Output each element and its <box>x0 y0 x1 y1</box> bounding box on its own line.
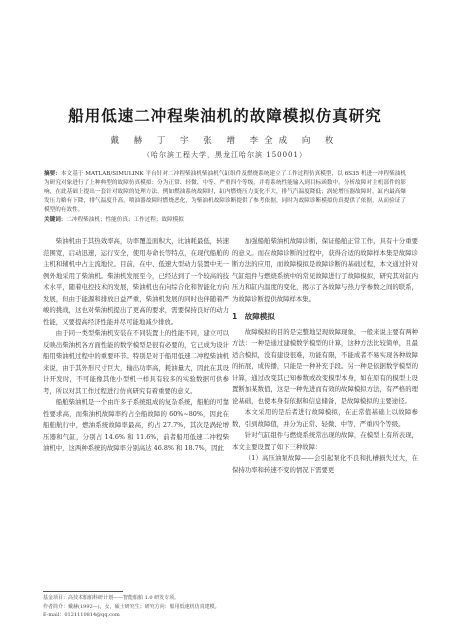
body-paragraph: 由于同一类型柴油机安装在不同装置上的性能不同，建立可以反映出柴油机各方面性能的数学模型是很有必要的，它已成为设计船用柴油机过程中的重要环节。特别是对于船用低速二冲程柴油机来说，由于其外形尺寸巨大，输出功率高，耗油量大，因此在其设计开发时，不可能像其他小型机一样具有较多的实验数据可供参考，所以对其工作过程进行仿真研究有着重要的意义。 <box>43 329 229 395</box>
keywords <box>44 216 406 225</box>
keywords-text: 二冲程柴油机；性能仿真；工作过程；故障模拟 <box>66 217 184 223</box>
body-paragraph: 本文采用的是后者进行故障模拟，在正常值基础上以故障参数，引到故障值，并分为正常、轻微、中等、严重四个等级。 <box>232 408 418 428</box>
body-paragraph: （1）高压油泵故障——会引起泵化不良和扎槽损失过大，在保持功率和转速不变的情况下需要更 <box>232 454 418 474</box>
footnotes <box>43 594 229 620</box>
abstract <box>44 170 406 215</box>
body-paragraph: 故障模拟的目的是完整地呈现故障现象，一般来说主要有两种方法：一种是通过建模数学模型的计算，这种方法比较简单，且最适合模拟，没有建设很难，功能有限，不能成者不易实现各种故障的拓展，成传播，只能是一种补充手段。另一种是依据数学模型的计算，通过改变其已知参数或改变模型本身，如在原有的模型上设置断加某数值，这是一种先进而有效的故障模拟方法，有严格的理论基础，也使本身有依据和信息储备，是故障模拟的主要途径。 <box>232 327 418 405</box>
footnote-rule <box>43 591 123 592</box>
abstract-label: 摘要： <box>44 171 61 177</box>
author-list: 戴 赫 丁 宇 张 增 李全成 向 枚 <box>110 136 340 146</box>
affiliation: （哈尔滨工程大学，黑龙江哈尔滨 150001） <box>143 151 307 159</box>
body-paragraph: 柴油机由于其热效率高，功率覆盖面积大，比油耗最低，转速范围宽，启动迅速，运行安全，使用寿命长等特点，在现代船舶的主机和辅机中占主流地位。目前，在中、低速大型动力装置中无一例外地采用了柴油机。柴油机发展至今，已经达到了一个较高的技术水平，随着电控技术的发展，柴油机也在向综合化和智能化方向发展，但由于能源和排放日益严重，柴油机发展的同时也伴随着严峻的挑战，这也对柴油机提出了更高的要求，需要保持良好的动力性能，又要提高经济性能并尽可能地减少排放。 <box>43 237 229 326</box>
paper-title: 船用低速二冲程柴油机的故障模拟仿真研究 <box>68 107 382 125</box>
footnote-author-bio: 作者简介：戴赫(1992—)，女，硕士研究生；研究方向：船用低速机仿真建模。 <box>43 603 220 610</box>
footnote-email: E-mail：0121110814@qq.com <box>43 612 120 618</box>
keywords-label: 关键词： <box>44 217 67 223</box>
body-paragraph: 船舶柴油机是一个由许多子系统组成的复杂系统，船舶的可靠性要求高，而柴油机故障率约占全船故障的 60%~80%，因此在船舶航行中，燃油系统故障率最高，约占 27.7%，其次是涡轮增压器和气缸，分别占 14.6% 和 11.6%，前者船用低速二冲程柴油机中，这两种系统的故障率分别高达 46.8% 和 18.7%，因此 <box>43 398 229 452</box>
abstract-text: 本文基于 MATLAB/SIMULINK 平台针对二冲程柴油机柴油机气缸组件及燃烧系统建立了工作过程仿真模型，以 6S35 机进一冲程柴油机为研究对象进行了上种典型的故障仿真模拟：分为正常、轻微、中等、严重四个等级，并将系统性能输入到目标函数中，分析故障对主机部件的影响，在此基础上提出一套针对故障的处理方法，例如燃油系统故障时，缸内燃烧压力变化不大，排气汽温度降低；涡轮增压器故障时，缸内最高爆发压力略有下降，排气温度升高，喷油器故障时燃烧恶化，为柴油机故障诊断提供了参考依据，同时为故障诊断模拟仿真提供了依据，从而验证了模型的有效性。 <box>44 171 406 213</box>
body-paragraph: 针对气缸组件与燃烧系统常出现的故障，在模型上有所表现，本文主要设置了如下三种故障： <box>232 431 418 451</box>
left-column <box>43 236 229 455</box>
body-paragraph: 加强船舶柴油机故障诊断，保证船舶正常工作，具有十分重要的意义。而在故障诊断的过程中，获得合适的故障样本集是故障诊断方法的应用，而故障模拟是故障诊断的基础过程，本文通过针对气缸组件与燃烧系统中的常见故障进行了故障模拟，研究其对缸内压力和缸内温度的变化，揭示了各故障与热力学参数之间的联系，为故障诊断提供故障样本集。 <box>232 237 418 303</box>
section-heading: 1 故障模拟 <box>232 312 275 321</box>
right-column <box>232 236 418 476</box>
footnote-funding: 基金项目：高技术船舶科研计划——智能船舶 1.0 研发专项。 <box>43 595 180 601</box>
